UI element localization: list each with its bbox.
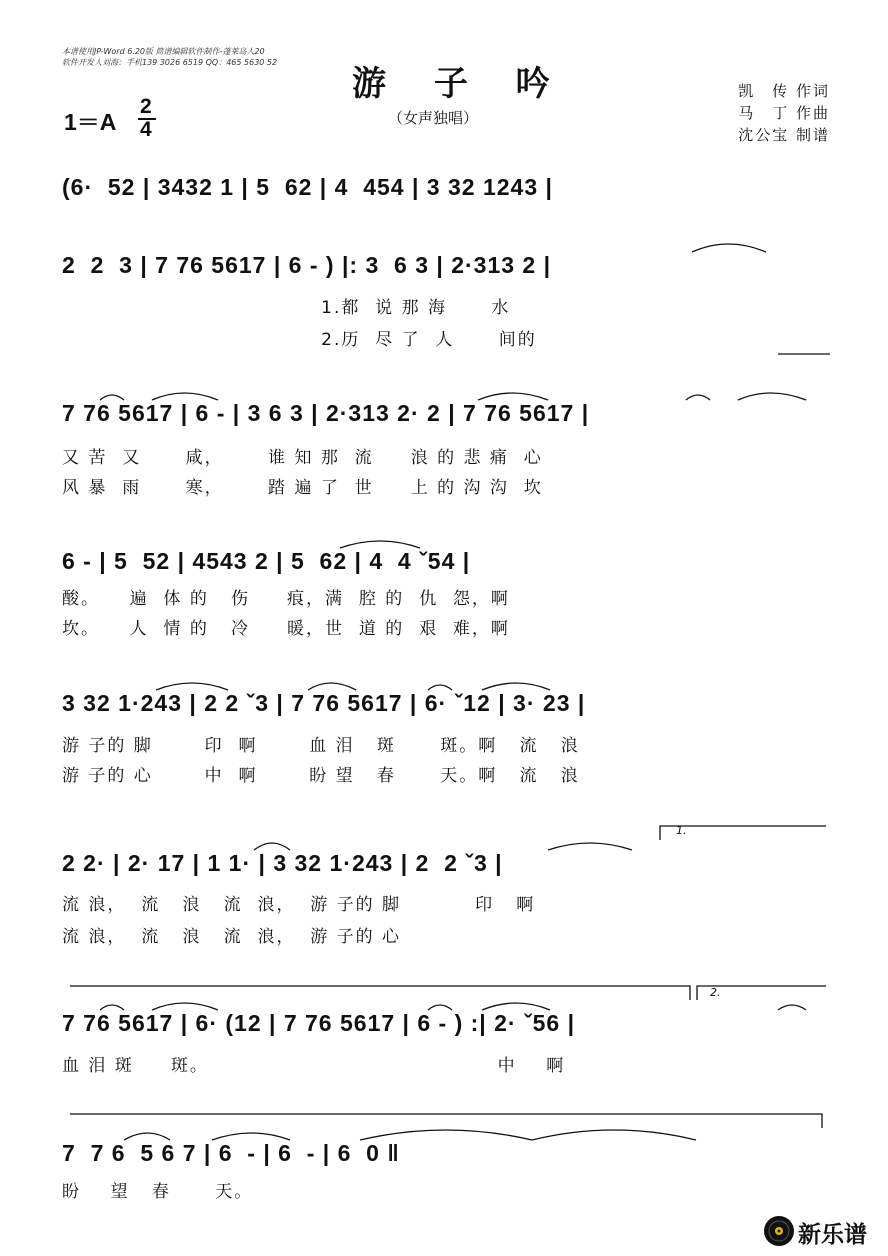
lyrics-verse-1: 血 泪 斑 斑。 中 啊 xyxy=(62,1056,566,1076)
lyrics-verse-2: 流 浪， 流 浪 流 浪， 游 子的 心 xyxy=(62,927,402,947)
subtitle: （女声独唱） xyxy=(388,109,479,127)
notes-line: 7 76 5617 | 6· (12 | 7 76 5617 | 6 - ) :| 2· ˇ56 | xyxy=(62,1010,576,1036)
key-signature: 1＝A xyxy=(64,109,117,135)
volta-2-bracket xyxy=(697,986,826,1000)
site-logo xyxy=(760,1212,882,1250)
volta-1-bracket xyxy=(660,826,826,840)
slur-mark xyxy=(100,1005,124,1010)
lyrics-verse-2: 游 子的 心 中 啊 盼 望 春 天。啊 流 浪 xyxy=(62,766,580,786)
lyrics-verse-2: 坎。 人 情 的 冷 暖，世 道 的 艰 难，啊 xyxy=(62,619,510,639)
logo-text: 新乐谱 xyxy=(798,1222,867,1248)
slur-mark xyxy=(478,393,548,400)
slur-mark xyxy=(686,395,710,400)
record-disc-icon xyxy=(762,1214,796,1248)
lyrics-verse-1: 又 苦 又 咸， 谁 知 那 流 浪 的 悲 痛 心 xyxy=(62,448,543,468)
notes-line: 3 32 1·243 | 2 2 ˇ3 | 7 76 5617 | 6· ˇ12 | 3· 23 | xyxy=(62,690,586,716)
time-signature-top: 2 xyxy=(140,95,152,118)
lyrics-verse-1: 游 子的 脚 印 啊 血 泪 斑 斑。啊 流 浪 xyxy=(62,736,580,756)
slur-mark xyxy=(692,244,766,252)
slur-mark xyxy=(482,683,550,690)
slur-mark xyxy=(738,393,806,400)
lyrics-verse-1: 流 浪， 流 浪 流 浪， 游 子的 脚 印 啊 xyxy=(62,895,536,915)
page-title: 游 子 吟 xyxy=(352,64,568,104)
notes-line: 2 2 3 | 7 76 5617 | 6 - ) |: 3 6 3 | 2·313 2 | xyxy=(62,252,552,278)
notes-line: 2 2· | 2· 17 | 1 1· | 3 32 1·243 | 2 2 ˇ3 | xyxy=(62,850,503,876)
slur-mark xyxy=(152,393,218,400)
slur-mark xyxy=(254,843,290,850)
notes-line: 7 76 5617 | 6 - | 3 6 3 | 2·313 2· 2 | 7 76 5617 | xyxy=(62,400,590,426)
notes-line: 7 7 6 5 6 7 | 6 - | 6 - | 6 0 ‖ xyxy=(62,1140,400,1166)
slur-mark xyxy=(428,1005,452,1010)
notes-line: 6 - | 5 52 | 4543 2 | 5 62 | 4 4 ˇ54 | xyxy=(62,548,471,574)
lyrics-verse-1: 盼 望 春 天。 xyxy=(62,1182,254,1202)
time-signature-bottom: 4 xyxy=(140,118,152,141)
slur-mark xyxy=(124,1133,170,1140)
volta-2-label: 2. xyxy=(710,986,721,999)
credit-line-1: 本谱使用JP-Word 6.20版 简谱编辑软件制作-蓬莱岛人20 xyxy=(62,47,265,56)
tie-mark xyxy=(360,1130,532,1140)
tie-mark xyxy=(532,1130,696,1140)
slur-mark xyxy=(308,683,356,690)
volta-1-bracket-continued xyxy=(70,986,690,1000)
lyrics-verse-2: 风 暴 雨 寒， 踏 遍 了 世 上 的 沟 沟 坎 xyxy=(62,478,543,498)
slur-mark xyxy=(100,395,124,400)
slur-mark xyxy=(152,1003,218,1010)
notes-line: (6· 52 | 3432 1 | 5 62 | 4 454 | 3 32 1243 | xyxy=(62,174,553,200)
lyrics-verse-2: 2.历 尽 了 人 间的 xyxy=(62,330,537,350)
slur-mark xyxy=(548,843,632,850)
slur-mark xyxy=(482,1003,550,1010)
lyrics-verse-1: 酸。 遍 体 的 伤 痕，满 腔 的 仇 怨，啊 xyxy=(62,589,510,609)
slur-mark xyxy=(428,685,452,690)
slur-mark xyxy=(212,1133,290,1140)
slur-mark xyxy=(778,1005,806,1010)
lyrics-verse-1: 1.都 说 那 海 水 xyxy=(62,298,511,318)
slur-mark xyxy=(156,683,228,690)
credit-line-2: 软件开发人刘海：手机139 3026 6519 QQ：465 5630 52 xyxy=(62,58,278,67)
arranger: 沈公宝 制谱 xyxy=(738,126,830,144)
lyricist: 凯 传 作词 xyxy=(738,82,830,100)
slur-mark xyxy=(340,541,420,548)
volta-2-bracket-continued xyxy=(70,1114,822,1128)
composer: 马 丁 作曲 xyxy=(738,104,830,122)
volta-1-label: 1. xyxy=(676,824,687,837)
